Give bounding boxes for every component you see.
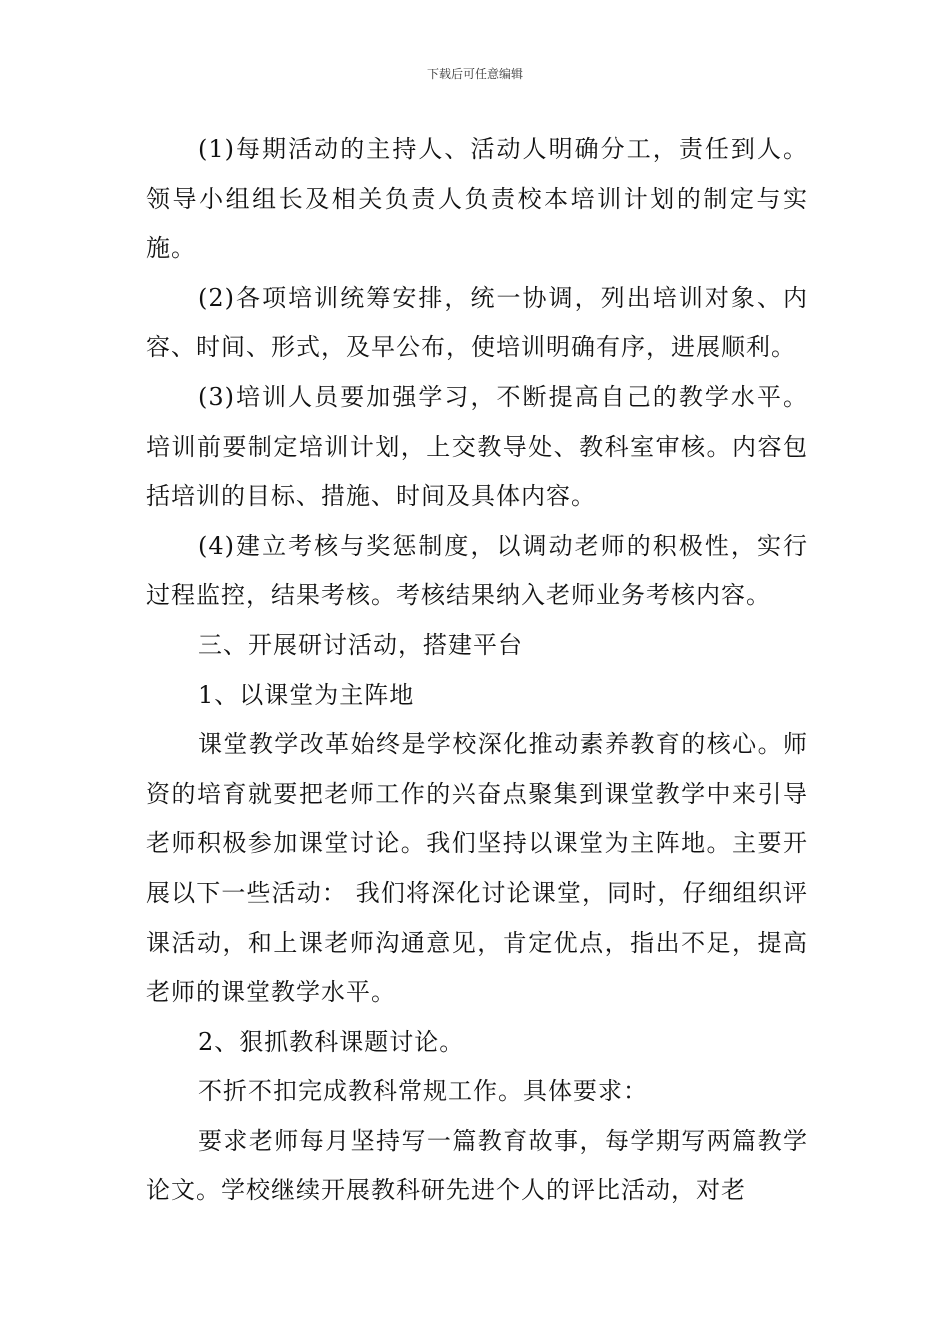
paragraph-training-arrangement: (2)各项培训统筹安排，统一协调，列出培训对象、内容、时间、形式，及早公布，使培训明确有序，进展顺利。 bbox=[146, 283, 808, 362]
paragraph-writing-requirements: 要求老师每月坚持写一篇教育故事，每学期写两篇教学论文。学校继续开展教科研先进个人的评比活动，对老 bbox=[146, 1126, 808, 1205]
paragraph-classroom-reform: 课堂教学改革始终是学校深化推动素养教育的核心。师资的培育就要把老师工作的兴奋点聚集到课堂教学中来引导老师积极参加课堂讨论。我们坚持以课堂为主阵地。主要开展以下一些活动： 我们将深化讨论课堂，同时，仔细组织评课活动，和上课老师沟通意见，肯定优点，指出不足，提高老师的课堂教学水平。 bbox=[146, 730, 808, 1007]
paragraph-trainer-study: (3)培训人员要加强学习，不断提高自己的教学水平。培训前要制定培训计划，上交教导处、教科室审核。内容包括培训的目标、措施、时间及具体内容。 bbox=[146, 382, 808, 511]
subheading-classroom: 1、以课堂为主阵地 bbox=[198, 680, 415, 709]
document-body bbox=[146, 125, 808, 1216]
page-header: 下载后可任意编辑 bbox=[426, 67, 523, 81]
paragraph-assessment: (4)建立考核与奖惩制度，以调动老师的积极性，实行过程监控，结果考核。考核结果纳入老师业务考核内容。 bbox=[146, 531, 808, 610]
subheading-research-topics: 2、狠抓教科课题讨论。 bbox=[198, 1027, 465, 1056]
paragraph-routine-work: 不折不扣完成教科常规工作。具体要求： bbox=[198, 1077, 648, 1106]
paragraph-responsibility: (1)每期活动的主持人、活动人明确分工，责任到人。领导小组组长及相关负责人负责校本培训计划的制定与实施。 bbox=[146, 135, 808, 263]
section-heading-research: 三、开展研讨活动，搭建平台 bbox=[198, 630, 523, 659]
